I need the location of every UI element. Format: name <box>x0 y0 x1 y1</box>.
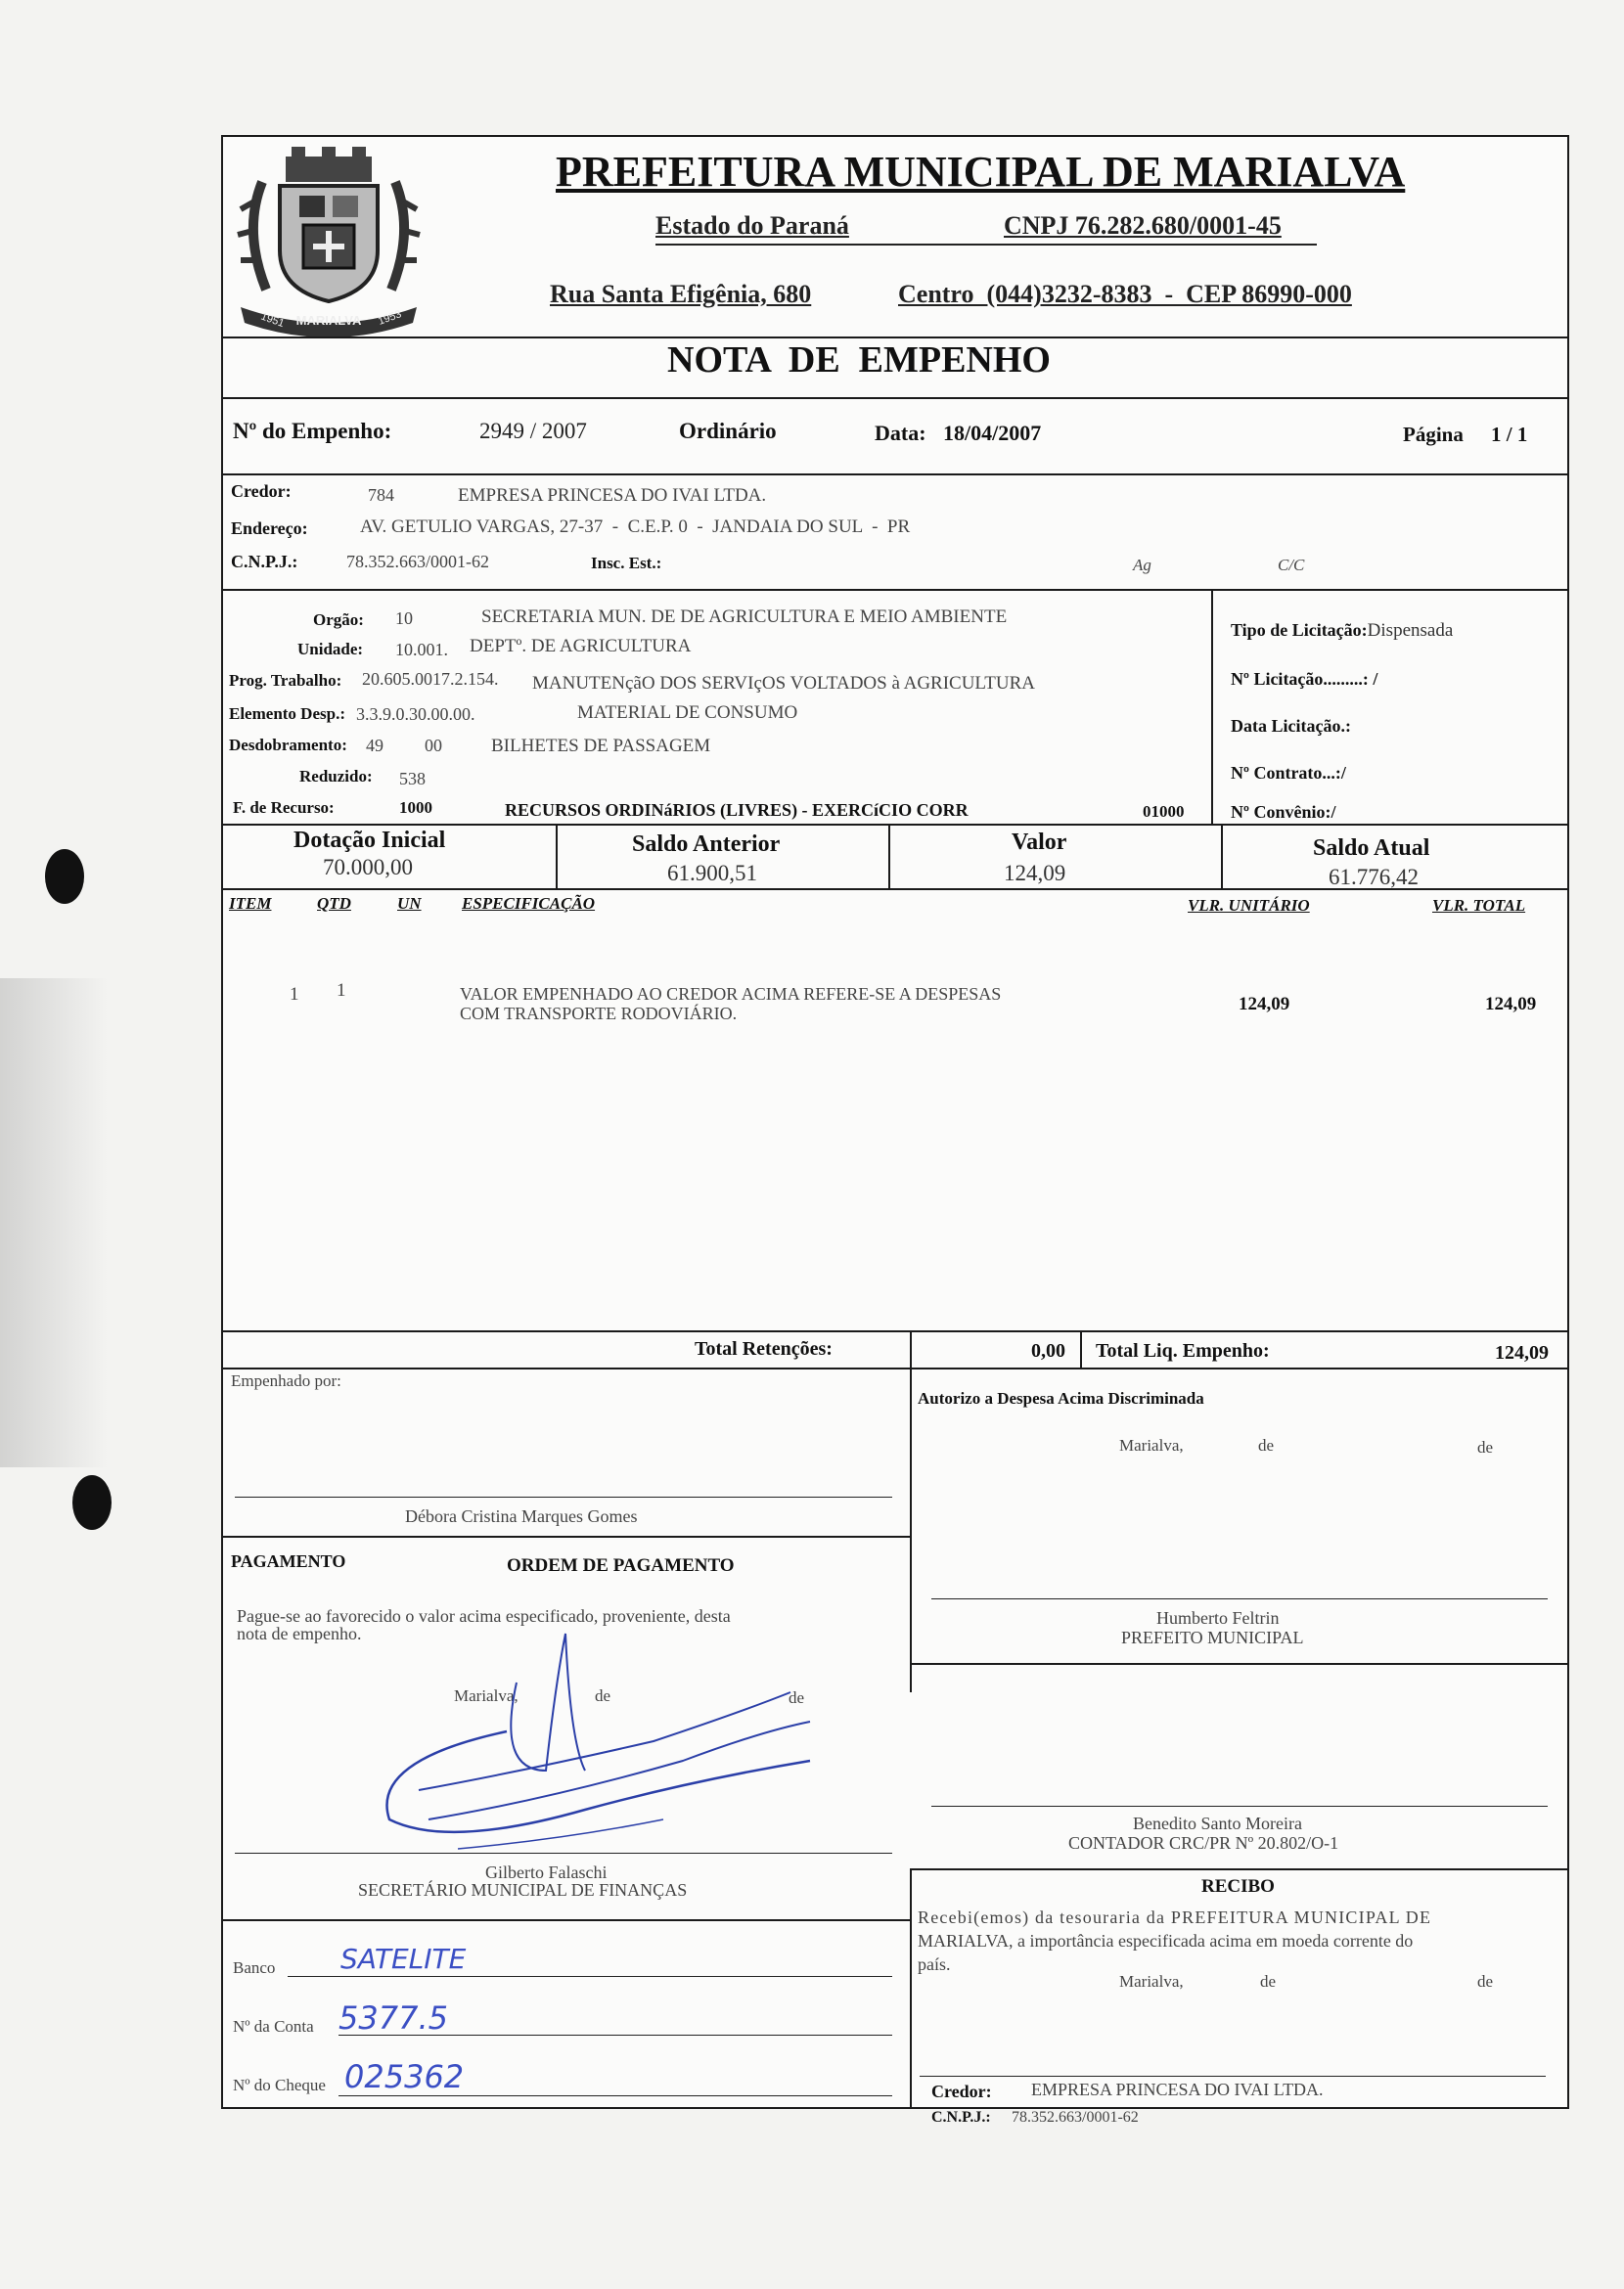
elemento-cod: 3.3.9.0.30.00.00. <box>356 704 475 724</box>
dotacao-inicial-valor: 70.000,00 <box>323 855 413 879</box>
punch-hole-bottom <box>72 1475 112 1530</box>
doc-title: NOTA DE EMPENHO <box>667 339 1051 381</box>
pagamento-de2: de <box>789 1688 805 1707</box>
pagamento-texto1: Pague-se ao favorecido o valor acima especificado, proveniente, desta <box>237 1606 731 1626</box>
desdob-label: Desdobramento: <box>229 736 347 754</box>
licitacao-contrato: Nº Contrato...:/ <box>1231 763 1346 783</box>
saldo-anterior-label: Saldo Anterior <box>632 831 781 857</box>
recibo-texto3: país. <box>918 1954 951 1974</box>
secretario-cargo: SECRETÁRIO MUNICIPAL DE FINANÇAS <box>358 1880 688 1900</box>
col-vlr-unitario: VLR. UNITÁRIO <box>1188 896 1310 915</box>
conta-valor: 5377.5 <box>338 1999 448 2037</box>
pagina-label: Página <box>1403 423 1464 446</box>
conta-label: Nº da Conta <box>233 2017 314 2036</box>
recurso-cod2: 01000 <box>1143 802 1185 821</box>
header-endereco: Centro (044)3232-8383 - CEP 86990-000 <box>898 280 1352 308</box>
unidade-label: Unidade: <box>297 640 364 658</box>
endereco-label: Endereço: <box>231 518 308 538</box>
total-retencoes-valor: 0,00 <box>1031 1340 1065 1362</box>
cnpj-label: C.N.P.J.: <box>231 552 298 571</box>
recibo-credor: EMPRESA PRINCESA DO IVAI LTDA. <box>1031 2080 1324 2099</box>
empenho-data-label: Data: <box>875 421 926 445</box>
header-cnpj: CNPJ 76.282.680/0001-45 <box>1004 211 1282 240</box>
licitacao-data: Data Licitação.: <box>1231 716 1351 736</box>
banco-label: Banco <box>233 1958 276 1977</box>
empenho-data: 18/04/2007 <box>943 421 1042 445</box>
total-liq-valor: 124,09 <box>1495 1342 1549 1364</box>
pagamento-label: PAGAMENTO <box>231 1551 346 1571</box>
elemento-nome: MATERIAL DE CONSUMO <box>577 702 798 723</box>
autorizo-de2: de <box>1477 1438 1494 1457</box>
prefeito-nome: Humberto Feltrin <box>1156 1608 1280 1628</box>
empenho-tipo: Ordinário <box>679 419 777 443</box>
pagina-valor: 1 / 1 <box>1491 423 1528 446</box>
col-qtd: QTD <box>317 894 351 913</box>
empenhado-label: Empenhado por: <box>231 1371 341 1390</box>
coat-of-arms-logo <box>233 143 425 337</box>
col-un: UN <box>397 894 422 913</box>
banco-valor: SATELITE <box>340 1943 467 1975</box>
ordem-pagamento: ORDEM DE PAGAMENTO <box>507 1555 735 1576</box>
autorizo-de1: de <box>1258 1436 1275 1455</box>
contador-cargo: CONTADOR CRC/PR Nº 20.802/O-1 <box>1068 1833 1339 1853</box>
svg-text:1953: 1953 <box>376 308 404 328</box>
scan-shadow <box>0 978 108 1467</box>
orgao-cod: 10 <box>395 608 413 628</box>
pagamento-texto2: nota de empenho. <box>237 1624 362 1643</box>
licitacao-numero: Nº Licitação.........: / <box>1231 669 1378 689</box>
dotacao-inicial-label: Dotação Inicial <box>293 828 446 853</box>
credor-endereco: AV. GETULIO VARGAS, 27-37 - C.E.P. 0 - JANDAIA DO SUL - PR <box>360 516 911 537</box>
secretario-nome: Gilberto Falaschi <box>485 1863 608 1882</box>
credor-nome: EMPRESA PRINCESA DO IVAI LTDA. <box>458 485 767 506</box>
credor-codigo: 784 <box>368 485 394 505</box>
recibo-credor-label: Credor: <box>931 2082 992 2101</box>
saldo-atual-valor: 61.776,42 <box>1329 865 1419 889</box>
cc-label: C/C <box>1278 556 1305 574</box>
insc-label: Insc. Est.: <box>591 554 662 572</box>
orgao-nome: SECRETARIA MUN. DE DE AGRICULTURA E MEIO AMBIENTE <box>481 606 1008 627</box>
recurso-label: F. de Recurso: <box>233 798 335 817</box>
ag-label: Ag <box>1133 556 1151 574</box>
autorizo-despesa: Autorizo a Despesa Acima Discriminada <box>918 1389 1204 1408</box>
empenho-numero: 2949 / 2007 <box>479 419 587 443</box>
header-estado: Estado do Paraná <box>655 211 849 240</box>
pagamento-de1: de <box>595 1686 611 1705</box>
recibo-texto1: Recebi(emos) da tesouraria da PREFEITURA MUNICIPAL DE <box>918 1908 1432 1927</box>
col-item: ITEM <box>229 894 272 913</box>
recibo-cnpj: 78.352.663/0001-62 <box>1012 2109 1139 2126</box>
elemento-label: Elemento Desp.: <box>229 704 345 723</box>
contador-nome: Benedito Santo Moreira <box>1133 1814 1302 1833</box>
empenho-label: Nº do Empenho: <box>233 419 392 443</box>
valor-label: Valor <box>1012 830 1067 855</box>
reduzido-label: Reduzido: <box>299 767 373 785</box>
total-liq-label: Total Liq. Empenho: <box>1096 1340 1270 1362</box>
prefeito-cargo: PREFEITO MUNICIPAL <box>1121 1628 1304 1647</box>
desdob-cod2: 00 <box>425 736 442 755</box>
recibo-texto2: MARIALVA, a importância especificada acima em moeda corrente do <box>918 1931 1414 1951</box>
empenhado-nome: Débora Cristina Marques Gomes <box>405 1506 638 1526</box>
total-retencoes-label: Total Retenções: <box>695 1338 833 1360</box>
col-especificacao: ESPECIFICAÇÃO <box>462 894 596 913</box>
header-rua: Rua Santa Efigênia, 680 <box>550 280 812 308</box>
recibo-de1: de <box>1260 1972 1277 1991</box>
header-title: PREFEITURA MUNICIPAL DE MARIALVA <box>556 148 1406 196</box>
svg-text:MARIALVA: MARIALVA <box>295 313 362 328</box>
prog-label: Prog. Trabalho: <box>229 671 342 690</box>
unidade-cod: 10.001. <box>395 640 448 659</box>
recurso-nome: RECURSOS ORDINáRIOS (LIVRES) - EXERCíCIO CORR <box>505 800 969 820</box>
punch-hole-top <box>45 849 84 904</box>
recibo-local: Marialva, <box>1119 1972 1184 1991</box>
licitacao-tipo: Tipo de Licitação:Dispensada <box>1231 620 1454 641</box>
desdob-nome: BILHETES DE PASSAGEM <box>491 736 711 756</box>
cheque-label: Nº do Cheque <box>233 2076 326 2094</box>
pagamento-local: Marialva, <box>454 1686 519 1705</box>
unidade-nome: DEPTº. DE AGRICULTURA <box>470 636 692 656</box>
saldo-atual-label: Saldo Atual <box>1313 835 1430 861</box>
prog-nome: MANUTENçãO DOS SERVIçOS VOLTADOS à AGRICULTURA <box>532 673 1036 694</box>
credor-label: Credor: <box>231 481 292 501</box>
autorizo-local: Marialva, <box>1119 1436 1184 1455</box>
licitacao-convenio: Nº Convênio:/ <box>1231 802 1336 822</box>
svg-text:1951: 1951 <box>258 310 287 331</box>
recibo-title: RECIBO <box>1201 1876 1275 1897</box>
recibo-de2: de <box>1477 1972 1494 1991</box>
prog-cod: 20.605.0017.2.154. <box>362 669 499 689</box>
recurso-cod: 1000 <box>399 798 432 817</box>
desdob-cod1: 49 <box>366 736 383 755</box>
reduzido-valor: 538 <box>399 769 426 788</box>
nota-de-empenho-form: MARIALVA 1951 1953 PREFEITURA MUNICIPAL DE MARIALVA Estado do Paraná CNPJ 76.282.680/0001-45 Rua Santa Efigênia, 680 Centro (044)3232-8383 - CEP 86990-000 NOTA DE EMPENHO Nº do Empenho: 2949 / 2007 Ordinário Data: 18/04/2007 Página 1 / 1 Credor: 784 EMPRESA PRINCESA DO IVAI LTDA. Endereço: AV. GETULIO VARGAS, 27-37 - C.E.P. 0 - JANDAIA DO SUL - PR C.N.P.J.: 78.352.663/0001-62 Insc. Est.: Ag C/C Orgão: 10 SECRETARIA MUN. DE DE AGRICULTURA E MEIO AMBIENTE Unidade: 10.001. DEPTº. DE AGRICULTURA Prog. Trabalho: 20.605.0017.2.154. MANUTENçãO DOS SERVIçOS VOLTADOS à AGRICULTURA Elemento Desp.: 3.3.9.0.30.00.00. MATERIAL DE CONSUMO Desdobramento: 49 00 BILHETES DE PASSAGEM Reduzido: 538 F. de Recurso: 1000 RECURSOS ORDINáRIOS (LIVRES) - EXERCíCIO CORR 01000 Tipo de Licitação:Dispensada Nº Licitação.........: / Data Licitação.: Nº Contrato...:/ Nº Convênio:/ Dotação Inicial 70.000,00 Saldo Anterior 61.900,51 Valor 124,09 Saldo Atual 61.776,42 ITEM QTD UN ESPECIFICAÇÃO VLR. UNITÁRIO VLR. TOTAL 1 1 VALOR EMPENHADO AO CREDOR ACIMA REFERE-SE A DESPESAS COM TRANSPORTE RODOVIÁRIO. 124,09 124,09 Total Retenções: 0,00 Total Liq. Empenho: 124,09 Empenhado por: Débora Cristina Marques Gomes Autorizo a Despesa Acima Discriminada Marialva, de de Humberto Feltrin PREFEITO MUNICIPAL Benedito Santo Moreira CONTADOR CRC/PR Nº 20.802/O-1 PAGAMENTO ORDEM DE PAGAMENTO Pague-se ao favorecido o valor acima especificado, proveniente, desta nota de empenho. Marialva, de de Gilberto Falaschi SECRETÁRIO MUNICIPAL DE FINANÇAS Banco SATELITE Nº da Conta 5377.5 Nº do Cheque 025362 RECIBO Recebi(emos) da tesouraria da PREFEITURA MUNICIPAL DE MARIALVA, a importância especificada acima em moeda corrente do país. Marialva, de de Credor: EMPRESA PRINCESA DO IVAI LTDA. C.N.P.J.: 78.352.663/0001-62 <box>221 135 1569 2109</box>
orgao-label: Orgão: <box>313 610 364 629</box>
recibo-cnpj-label: C.N.P.J.: <box>931 2109 991 2126</box>
col-vlr-total: VLR. TOTAL <box>1432 896 1526 915</box>
credor-cnpj: 78.352.663/0001-62 <box>346 552 489 571</box>
saldo-anterior-valor: 61.900,51 <box>667 861 757 885</box>
signature-scribble <box>331 1624 820 1878</box>
valor-valor: 124,09 <box>1004 861 1066 885</box>
cheque-valor: 025362 <box>344 2058 465 2095</box>
